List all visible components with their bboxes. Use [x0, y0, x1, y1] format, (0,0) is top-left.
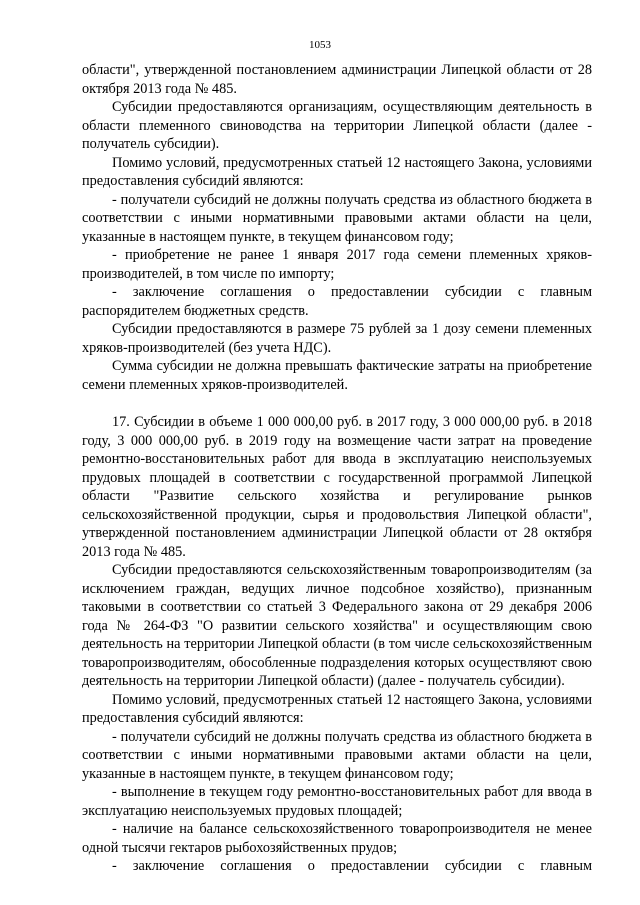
- numbered-paragraph: 17. Субсидии в объеме 1 000 000,00 руб. в 2017 году, 3 000 000,00 руб. в 2018 году, 3 000 000,00 руб. в 2019 году на возмещение части затрат на проведение ремонтно-восстановительных работ для ввода в эксплуатацию неиспользуемых прудовых площадей в соответствии с государственной программой Липецкой области "Развитие сельского хозяйства и регулирование рынков сельскохозяйственной продукции, сырья и продовольствия Липецкой области", утвержденной постановлением администрации Липецкой области от 28 октября 2013 года № 485.: [82, 414, 592, 560]
- list-item: - наличие на балансе сельскохозяйственного товаропроизводителя не менее одной тысячи гектаров рыбохозяйственных прудов;: [82, 821, 592, 856]
- document-body: [82, 61, 592, 876]
- paragraph: Сумма субсидии не должна превышать фактические затраты на приобретение семени племенных хряков-производителей.: [82, 358, 592, 393]
- paragraph: Субсидии предоставляются сельскохозяйственным товаропроизводителям (за исключением граждан, ведущих личное подсобное хозяйство), признанным таковыми в соответствии со статьей 3 Федерального закона от 29 декабря 2006 года № 264-ФЗ "О развитии сельского хозяйства" и осуществляющим свою деятельность на территории Липецкой области (в том числе сельскохозяйственным товаропроизводителям, обособленные подразделения которых осуществляют свою деятельность на территории Липецкой области) (далее - получатель субсидии).: [82, 562, 592, 689]
- paragraph: Субсидии предоставляются организациям, осуществляющим деятельность в области племенного свиноводства на территории Липецкой области (далее - получатель субсидии).: [82, 99, 592, 152]
- page-number: 1053: [309, 39, 331, 51]
- list-item: - заключение соглашения о предоставлении субсидии с главным распорядителем бюджетных средств.: [82, 284, 592, 319]
- paragraph: области", утвержденной постановлением администрации Липецкой области от 28 октября 2013 года № 485.: [82, 62, 592, 97]
- paragraph-gap: [82, 394, 592, 413]
- list-item: - выполнение в текущем году ремонтно-восстановительных работ для ввода в эксплуатацию неиспользуемых прудовых площадей;: [82, 784, 592, 819]
- list-item: - заключение соглашения о предоставлении субсидии с главным: [112, 858, 592, 874]
- list-item: - получатели субсидий не должны получать средства из областного бюджета в соответствии с иными нормативными правовыми актами области на цели, указанные в настоящем пункте, в текущем финансовом году;: [82, 728, 592, 782]
- list-item: - приобретение не ранее 1 января 2017 года семени племенных хряков-производителей, в том числе по импорту;: [82, 247, 592, 282]
- paragraph: Помимо условий, предусмотренных статьей 12 настоящего Закона, условиями предоставления субсидий являются:: [82, 154, 592, 189]
- list-item: - получатели субсидий не должны получать средства из областного бюджета в соответствии с иными нормативными правовыми актами области на цели, указанные в настоящем пункте, в текущем финансовом году;: [82, 191, 592, 245]
- paragraph: Помимо условий, предусмотренных статьей 12 настоящего Закона, условиями предоставления субсидий являются:: [82, 691, 592, 726]
- paragraph: Субсидии предоставляются в размере 75 рублей за 1 дозу семени племенных хряков-производителей (без учета НДС).: [82, 321, 592, 356]
